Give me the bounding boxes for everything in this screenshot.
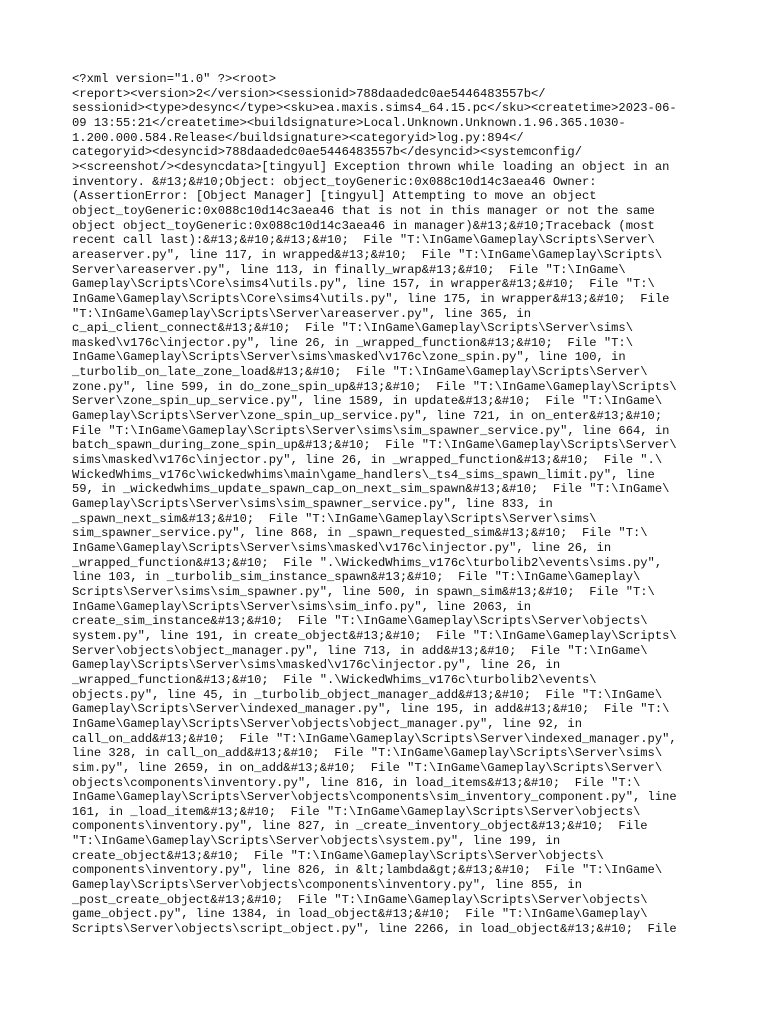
text-line: objects.py", line 45, in _turbolib_object_manager_add&#13;&#10; File "T:\InGame\ [72, 687, 663, 702]
text-line: Server\areaserver.py", line 113, in finally_wrap&#13;&#10; File "T:\InGame\ [72, 262, 626, 277]
text-line: _turbolib_on_late_zone_load&#13;&#10; File "T:\InGame\Gameplay\Scripts\Server\ [72, 365, 648, 380]
text-line: c_api_client_connect&#13;&#10; File "T:\InGame\Gameplay\Scripts\Server\sims\ [72, 321, 633, 336]
text-line: object_toyGeneric:0x088c10d14c3aea46 that is not in this manager or not the same [72, 203, 655, 218]
text-line: game_object.py", line 1384, in load_object&#13;&#10; File "T:\InGame\Gameplay\ [72, 907, 648, 922]
text-line: <?xml version="1.0" ?><root> [72, 72, 276, 86]
text-line: 161, in _load_item&#13;&#10; File "T:\InGame\Gameplay\Scripts\Server\objects\ [72, 804, 641, 819]
text-line: inventory. &#13;&#10;Object: object_toyGeneric:0x088c10d14c3aea46 Owner: [72, 174, 597, 189]
text-line: zone.py", line 599, in do_zone_spin_up&#13;&#10; File "T:\InGame\Gameplay\Scripts\ [72, 379, 677, 394]
text-line: Server\zone_spin_up_service.py", line 1589, in update&#13;&#10; File "T:\InGame\ [72, 394, 663, 409]
text-line: 1.200.000.584.Release</buildsignature><categoryid>log.py:894</ [72, 130, 524, 145]
text-line: batch_spawn_during_zone_spin_up&#13;&#10; File "T:\InGame\Gameplay\Scripts\Server\ [72, 438, 677, 453]
text-line: InGame\Gameplay\Scripts\Server\objects\components\sim_inventory_component.py", line [72, 790, 677, 805]
text-line: sessionid><type>desync</type><sku>ea.maxis.sims4_64.15.pc</sku><createtime>2023-06- [72, 101, 677, 116]
text-line: <report><version>2</version><sessionid>788daadedc0ae5446483557b</ [72, 86, 546, 101]
text-line: objects\components\inventory.py", line 816, in load_items&#13;&#10; File "T:\ [72, 775, 641, 790]
text-line: categoryid><desyncid>788daadedc0ae5446483557b</desyncid><systemconfig/ [72, 145, 582, 160]
text-line: 09 13:55:21</createtime><buildsignature>Local.Unknown.Unknown.1.96.365.1030- [72, 115, 626, 130]
text-line: 59, in _wickedwhims_update_spawn_cap_on_next_sim_spawn&#13;&#10; File "T:\InGame\ [72, 482, 670, 497]
text-line: Server\objects\object_manager.py", line 713, in add&#13;&#10; File "T:\InGame\ [72, 643, 648, 658]
text-line: InGame\Gameplay\Scripts\Server\sims\masked\v176c\zone_spin.py", line 100, in [72, 350, 626, 365]
text-line: recent call last):&#13;&#10;&#13;&#10; File "T:\InGame\Gameplay\Scripts\Server\ [72, 233, 655, 248]
document-body [72, 72, 702, 937]
text-line: sim_spawner_service.py", line 868, in _spawn_requested_sim&#13;&#10; File "T:\ [72, 526, 648, 541]
text-line: system.py", line 191, in create_object&#13;&#10; File "T:\InGame\Gameplay\Scripts\ [72, 628, 677, 643]
text-line: components\inventory.py", line 827, in _create_inventory_object&#13;&#10; File [72, 819, 648, 834]
text-line: create_object&#13;&#10; File "T:\InGame\Gameplay\Scripts\Server\objects\ [72, 848, 604, 863]
text-line: _wrapped_function&#13;&#10; File ".\WickedWhims_v176c\turbolib2\events\sims.py", [72, 555, 663, 570]
text-line: create_sim_instance&#13;&#10; File "T:\InGame\Gameplay\Scripts\Server\objects\ [72, 614, 648, 629]
text-line: sim.py", line 2659, in on_add&#13;&#10; File "T:\InGame\Gameplay\Scripts\Server\ [72, 760, 663, 775]
text-line: InGame\Gameplay\Scripts\Server\objects\object_manager.py", line 92, in [72, 716, 582, 731]
text-line: File "T:\InGame\Gameplay\Scripts\Server\sims\sim_spawner_service.py", line 664, in [72, 423, 670, 438]
text-line: Gameplay\Scripts\Server\zone_spin_up_service.py", line 721, in on_enter&#13;&#10; [72, 409, 663, 424]
text-line: Gameplay\Scripts\Core\sims4\utils.py", line 157, in wrapper&#13;&#10; File "T:\ [72, 277, 655, 292]
text-line: InGame\Gameplay\Scripts\Server\sims\masked\v176c\injector.py", line 26, in [72, 541, 612, 555]
text-line: InGame\Gameplay\Scripts\Core\sims4\utils.py", line 175, in wrapper&#13;&#10; File [72, 291, 670, 306]
text-line: "T:\InGame\Gameplay\Scripts\Server\objects\system.py", line 199, in [72, 834, 561, 849]
text-line: (AssertionError: [Object Manager] [tingyul] Attempting to move an object [72, 189, 597, 204]
text-line: Gameplay\Scripts\Server\indexed_manager.py", line 195, in add&#13;&#10; File "T:\ [72, 702, 670, 717]
text-line: object object_toyGeneric:0x088c10d14c3aea46 in manager)&#13;&#10;Traceback (most [72, 218, 655, 233]
text-line: sims\masked\v176c\injector.py", line 26, in _wrapped_function&#13;&#10; File ".\ [72, 453, 663, 468]
text-line: WickedWhims_v176c\wickedwhims\main\game_handlers\_ts4_sims_spawn_limit.py", line [72, 467, 655, 482]
text-line: Scripts\Server\sims\sim_spawner.py", line 500, in spawn_sim&#13;&#10; File "T:\ [72, 584, 655, 599]
text-line: _spawn_next_sim&#13;&#10; File "T:\InGame\Gameplay\Scripts\Server\sims\ [72, 511, 597, 526]
text-line: _post_create_object&#13;&#10; File "T:\InGame\Gameplay\Scripts\Server\objects\ [72, 892, 648, 907]
text-line: _wrapped_function&#13;&#10; File ".\WickedWhims_v176c\turbolib2\events\ [72, 672, 597, 687]
text-line: InGame\Gameplay\Scripts\Server\sims\sim_info.py", line 2063, in [72, 599, 531, 614]
text-line: components\inventory.py", line 826, in &lt;lambda&gt;&#13;&#10; File "T:\InGame\ [72, 863, 663, 878]
text-line: Gameplay\Scripts\Server\sims\sim_spawner_service.py", line 833, in [72, 497, 553, 512]
text-line: line 328, in call_on_add&#13;&#10; File "T:\InGame\Gameplay\Scripts\Server\sims\ [72, 746, 663, 761]
text-line: call_on_add&#13;&#10; File "T:\InGame\Gameplay\Scripts\Server\indexed_manager.py", [72, 731, 677, 746]
text-line: Gameplay\Scripts\Server\sims\masked\v176c\injector.py", line 26, in [72, 658, 561, 673]
text-line: "T:\InGame\Gameplay\Scripts\Server\areaserver.py", line 365, in [72, 306, 531, 321]
text-line: areaserver.py", line 117, in wrapped&#13;&#10; File "T:\InGame\Gameplay\Scripts\ [72, 247, 663, 262]
text-line: Gameplay\Scripts\Server\objects\components\inventory.py", line 855, in [72, 878, 582, 893]
text-line: ><screenshot/><desyncdata>[tingyul] Exception thrown while loading an object in an [72, 159, 670, 174]
text-line: Scripts\Server\objects\script_object.py", line 2266, in load_object&#13;&#10; File [72, 922, 677, 937]
text-line: masked\v176c\injector.py", line 26, in _wrapped_function&#13;&#10; File "T:\ [72, 335, 633, 350]
text-line: line 103, in _turbolib_sim_instance_spawn&#13;&#10; File "T:\InGame\Gameplay\ [72, 570, 641, 585]
